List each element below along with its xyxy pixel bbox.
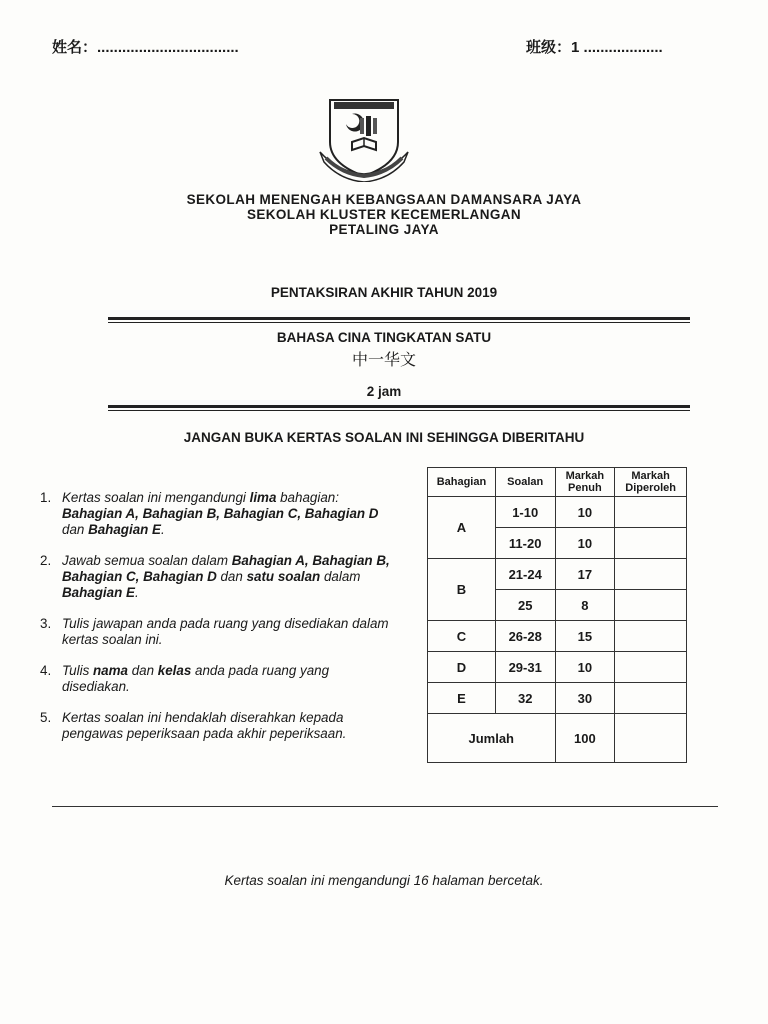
divider-top [108, 317, 690, 320]
bahagian-cell: E [428, 683, 496, 714]
instruction-text: Jawab semua soalan dalam Bahagian A, Bahagian B, Bahagian C, Bahagian D dan satu soalan dalam Bahagian E. [62, 553, 390, 600]
markah-cell: 30 [555, 683, 615, 714]
instruction-item [40, 663, 400, 695]
instruction-number: 4. [40, 663, 52, 678]
table-row [428, 621, 687, 652]
markah-cell: 15 [555, 621, 615, 652]
name-label: 姓名： [52, 39, 98, 56]
total-value: 100 [555, 714, 615, 763]
score-cell[interactable] [615, 528, 687, 559]
instruction-number: 2. [40, 553, 52, 568]
instruction-item [40, 616, 400, 648]
exam-warning: JANGAN BUKA KERTAS SOALAN INI SEHINGGA DIBERITAHU [183, 430, 585, 445]
class-value: 1 ................... [571, 39, 663, 56]
markah-cell: 10 [555, 497, 615, 528]
score-cell[interactable] [615, 683, 687, 714]
total-score-cell[interactable] [615, 714, 687, 763]
name-field [52, 36, 239, 57]
instructions-list [40, 490, 400, 757]
soalan-cell: 32 [495, 683, 555, 714]
instruction-text: Kertas soalan ini mengandungi lima bahagian: Bahagian A, Bahagian B, Bahagian C, Bahagian D dan Bahagian E. [62, 490, 379, 537]
score-cell[interactable] [615, 621, 687, 652]
instruction-number: 3. [40, 616, 52, 631]
instruction-item [40, 553, 400, 601]
instruction-text: Kertas soalan ini hendaklah diserahkan kepada pengawas peperiksaan pada akhir peperiksaan. [62, 710, 347, 741]
school-name: SEKOLAH MENENGAH KEBANGSAAN DAMANSARA JAYA [186, 192, 582, 207]
divider-top-thin [108, 322, 690, 323]
school-crest-icon [316, 96, 412, 182]
bahagian-cell: D [428, 652, 496, 683]
total-row [428, 714, 687, 763]
bahagian-cell: B [428, 559, 496, 621]
exam-title: PENTAKSIRAN AKHIR TAHUN 2019 [270, 285, 498, 300]
school-location: PETALING JAYA [329, 222, 439, 237]
markah-cell: 17 [555, 559, 615, 590]
header-markah-diperoleh: Markah Diperoleh [615, 468, 687, 497]
name-blank: .................................. [97, 39, 239, 56]
exam-duration: 2 jam [366, 384, 402, 399]
marks-table [427, 467, 687, 763]
header-bahagian: Bahagian [428, 468, 496, 497]
soalan-cell: 25 [495, 590, 555, 621]
divider-middle [108, 405, 690, 408]
score-cell[interactable] [615, 590, 687, 621]
subject-title-chinese: 中一华文 [351, 350, 416, 369]
soalan-cell: 11-20 [495, 528, 555, 559]
divider-middle-thin [108, 410, 690, 411]
table-row [428, 652, 687, 683]
bahagian-cell: C [428, 621, 496, 652]
instruction-text: Tulis nama dan kelas anda pada ruang yang disediakan. [62, 663, 330, 694]
instruction-item [40, 490, 400, 538]
school-cluster: SEKOLAH KLUSTER KECEMERLANGAN [246, 207, 522, 222]
soalan-cell: 29-31 [495, 652, 555, 683]
soalan-cell: 1-10 [495, 497, 555, 528]
instruction-number: 1. [40, 490, 52, 505]
table-row [428, 683, 687, 714]
markah-cell: 8 [555, 590, 615, 621]
class-field [526, 36, 663, 57]
score-cell[interactable] [615, 559, 687, 590]
page-count-note: Kertas soalan ini mengandungi 16 halaman bercetak. [224, 873, 544, 888]
score-cell[interactable] [615, 652, 687, 683]
markah-cell: 10 [555, 528, 615, 559]
instruction-number: 5. [40, 710, 52, 725]
subject-title: BAHASA CINA TINGKATAN SATU [276, 330, 492, 345]
instruction-item [40, 710, 400, 742]
divider-bottom [52, 806, 718, 807]
instruction-text: Tulis jawapan anda pada ruang yang disediakan dalam kertas soalan ini. [62, 616, 389, 647]
markah-cell: 10 [555, 652, 615, 683]
class-label: 班级： [526, 39, 572, 56]
total-label: Jumlah [428, 714, 556, 763]
score-cell[interactable] [615, 497, 687, 528]
bahagian-cell: A [428, 497, 496, 559]
table-row [428, 497, 687, 528]
header-markah-penuh: Markah Penuh [555, 468, 615, 497]
marks-table-header [428, 468, 687, 497]
soalan-cell: 26-28 [495, 621, 555, 652]
header-soalan: Soalan [495, 468, 555, 497]
table-row [428, 559, 687, 590]
soalan-cell: 21-24 [495, 559, 555, 590]
